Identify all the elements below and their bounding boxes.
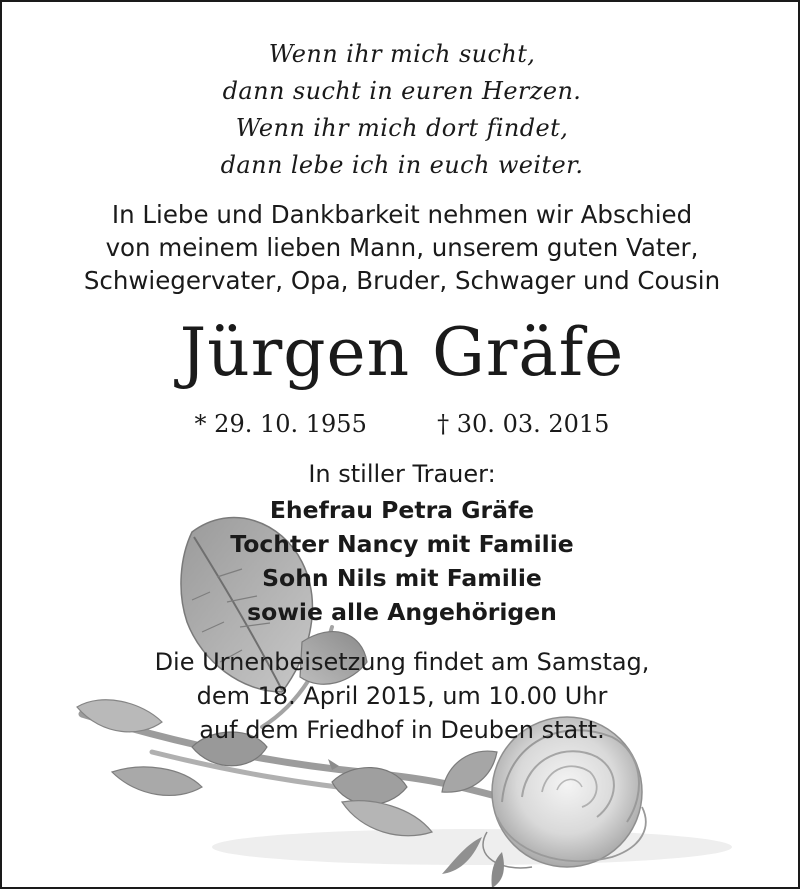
mourner-name: Sohn Nils mit Familie <box>262 564 542 592</box>
mourner-name: Ehefrau Petra Gräfe <box>269 496 535 524</box>
poem-line: dann sucht in euren Herzen. <box>222 77 582 105</box>
intro-line: Schwiegervater, Opa, Bruder, Schwager und Cousin <box>83 266 721 295</box>
death-date: † 30. 03. 2015 <box>437 410 610 438</box>
life-dates <box>2 410 800 438</box>
poem-line: dann lebe ich in euch weiter. <box>220 151 584 179</box>
mourner-name: sowie alle Angehörigen <box>247 598 557 626</box>
burial-line: auf dem Friedhof in Deuben statt. <box>199 716 605 744</box>
mourners-heading: In stiller Trauer: <box>308 460 496 488</box>
mourner-name: Tochter Nancy mit Familie <box>230 530 574 558</box>
intro-line: von meinem lieben Mann, unserem guten Vater, <box>105 233 699 262</box>
deceased-name: Jürgen Gräfe <box>179 314 625 391</box>
burial-line: Die Urnenbeisetzung findet am Samstag, <box>154 648 650 676</box>
poem-line: Wenn ihr mich sucht, <box>268 40 536 68</box>
burial-line: dem 18. April 2015, um 10.00 Uhr <box>196 682 608 710</box>
birth-date: * 29. 10. 1955 <box>194 410 367 438</box>
poem-line: Wenn ihr mich dort findet, <box>235 114 569 142</box>
intro-line: In Liebe und Dankbarkeit nehmen wir Abschied <box>111 200 693 229</box>
